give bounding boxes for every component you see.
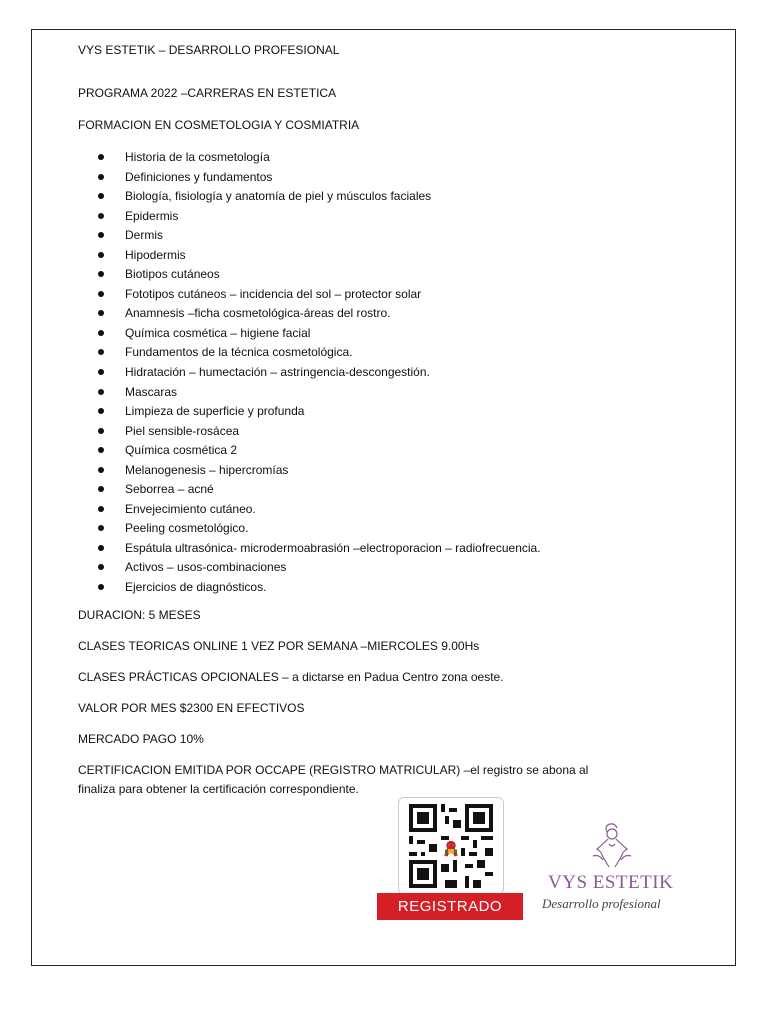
list-item: Definiciones y fundamentos: [98, 168, 541, 188]
list-item: Envejecimiento cutáneo.: [98, 500, 541, 520]
bullet-icon: [98, 486, 104, 492]
qr-badge: [398, 797, 504, 895]
practical-classes-text: CLASES PRÁCTICAS OPCIONALES – a dictarse en Padua Centro zona oeste.: [78, 670, 504, 684]
list-item: Piel sensible-rosácea: [98, 422, 541, 442]
list-item: Fundamentos de la técnica cosmetológica.: [98, 343, 541, 363]
bullet-icon: [98, 193, 104, 199]
payment-text: MERCADO PAGO 10%: [78, 732, 204, 746]
brand-logo-name: VYS ESTETIK: [548, 872, 674, 893]
list-item: Mascaras: [98, 383, 541, 403]
list-item: Hidratación – humectación – astringencia-descongestión.: [98, 363, 541, 383]
list-item: Química cosmética 2: [98, 441, 541, 461]
bullet-icon: [98, 447, 104, 453]
list-item: Melanogenesis – hipercromías: [98, 461, 541, 481]
bullet-icon: [98, 213, 104, 219]
list-item: Fototipos cutáneos – incidencia del sol – protector solar: [98, 285, 541, 305]
list-item: Seborrea – acné: [98, 480, 541, 500]
list-item: Epidermis: [98, 207, 541, 227]
bullet-icon: [98, 349, 104, 355]
list-item: Biotipos cutáneos: [98, 265, 541, 285]
list-item: Espátula ultrasónica- microdermoabrasión –electroporacion – radiofrecuencia.: [98, 539, 541, 559]
bullet-icon: [98, 389, 104, 395]
bullet-icon: [98, 408, 104, 414]
list-item: Hipodermis: [98, 246, 541, 266]
list-item: Ejercicios de diagnósticos.: [98, 578, 541, 598]
bullet-icon: [98, 467, 104, 473]
list-item: Activos – usos-combinaciones: [98, 558, 541, 578]
list-item: Peeling cosmetológico.: [98, 519, 541, 539]
section-title: FORMACION EN COSMETOLOGIA Y COSMIATRIA: [78, 118, 360, 132]
topic-list: [98, 148, 541, 598]
theory-classes-text: CLASES TEORICAS ONLINE 1 VEZ POR SEMANA –MIERCOLES 9.00Hs: [78, 639, 480, 653]
woman-silhouette-icon: [585, 822, 635, 872]
qr-code-icon: [409, 804, 493, 888]
list-item: Anamnesis –ficha cosmetológica-áreas del rostro.: [98, 304, 541, 324]
list-item: Limpieza de superficie y profunda: [98, 402, 541, 422]
bullet-icon: [98, 174, 104, 180]
bullet-icon: [98, 252, 104, 258]
bullet-icon: [98, 310, 104, 316]
bullet-icon: [98, 584, 104, 590]
price-text: VALOR POR MES $2300 EN EFECTIVOS: [78, 701, 305, 715]
brand-logo-tagline: Desarrollo profesional: [542, 896, 661, 911]
bullet-icon: [98, 428, 104, 434]
document-header: VYS ESTETIK – DESARROLLO PROFESIONAL: [78, 43, 340, 57]
list-item: Dermis: [98, 226, 541, 246]
bullet-icon: [98, 545, 104, 551]
bullet-icon: [98, 506, 104, 512]
bullet-icon: [98, 525, 104, 531]
registered-ribbon: REGISTRADO: [377, 893, 523, 920]
bullet-icon: [98, 271, 104, 277]
list-item: Química cosmética – higiene facial: [98, 324, 541, 344]
bullet-icon: [98, 232, 104, 238]
program-title: PROGRAMA 2022 –CARRERAS EN ESTETICA: [78, 86, 337, 100]
certification-text: CERTIFICACION EMITIDA POR OCCAPE (REGISTRO MATRICULAR) –el registro se abona al finaliza para obtener la certificación correspondiente.: [78, 763, 589, 796]
bullet-icon: [98, 154, 104, 160]
bullet-icon: [98, 369, 104, 375]
list-item: Historia de la cosmetología: [98, 148, 541, 168]
bullet-icon: [98, 330, 104, 336]
bullet-icon: [98, 564, 104, 570]
duration-text: DURACION: 5 MESES: [78, 608, 201, 622]
list-item: Biología, fisiología y anatomía de piel y músculos faciales: [98, 187, 541, 207]
bullet-icon: [98, 291, 104, 297]
